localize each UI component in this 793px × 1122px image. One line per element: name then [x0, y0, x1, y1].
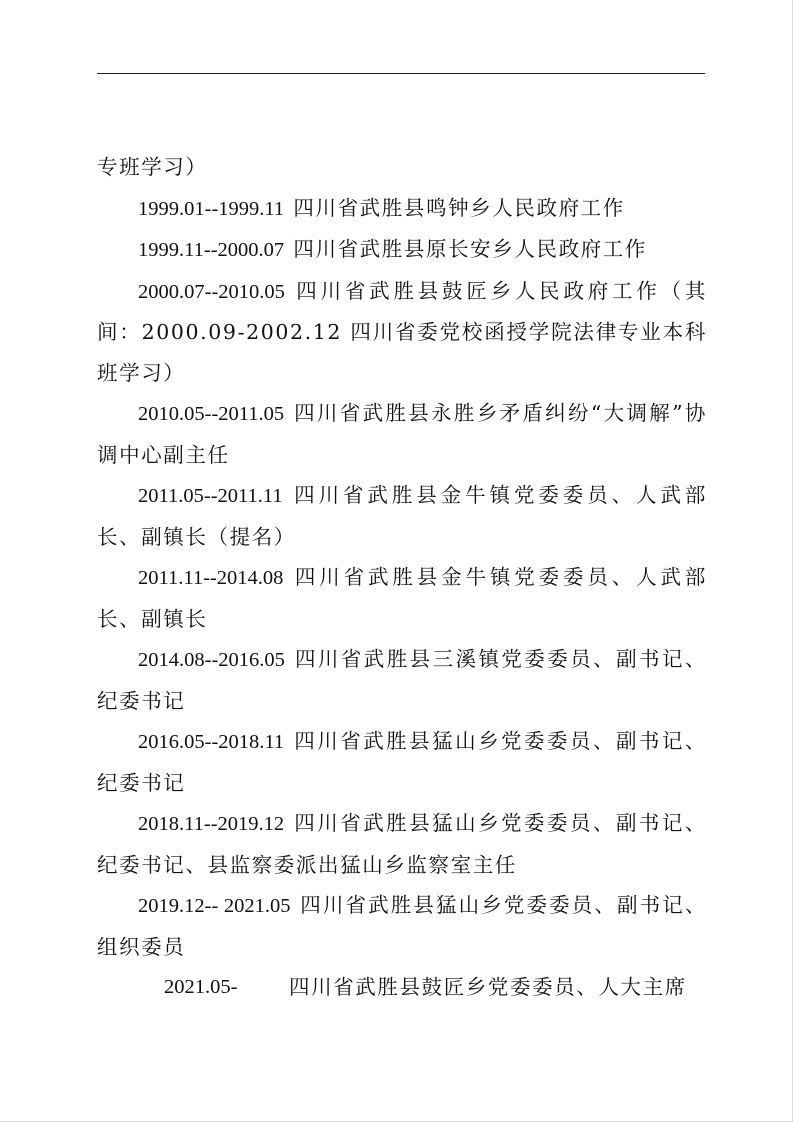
resume-entry	[97, 188, 707, 230]
continuation-text: 专班学习）	[97, 155, 208, 179]
entry-date: 2010.05--2011.05	[138, 403, 285, 425]
resume-entry	[97, 229, 707, 271]
resume-entry	[97, 885, 707, 967]
entry-text: 四川省武胜县三溪镇党委委员、副书记、纪委书记	[97, 647, 707, 713]
entry-date: 1999.11--2000.07	[138, 239, 285, 261]
entry-date: 2021.05-	[164, 976, 238, 998]
entry-text: 四川省武胜县鸣钟乡人民政府工作	[293, 195, 625, 220]
entry-date: 2011.11--2014.08	[138, 567, 284, 589]
resume-entry	[97, 271, 707, 394]
entry-text: 四川省武胜县猛山乡党委委员、副书记、纪委书记、县监察委派出猛山乡监察室主任	[97, 811, 707, 877]
entry-date: 2000.07--2010.05	[138, 280, 285, 303]
entry-text: 四川省武胜县鼓匠乡人民政府工作（其间：2000.09-2002.12 四川省委党校函授学院法律专业本科班学习）	[97, 278, 707, 385]
entry-date: 2016.05--2018.11	[138, 731, 285, 753]
resume-entry	[97, 639, 707, 721]
entry-text: 四川省武胜县原长安乡人民政府工作	[293, 237, 647, 261]
entry-date: 2018.11--2019.12	[138, 813, 285, 835]
entry-text: 四川省武胜县金牛镇党委委员、人武部长、副镇长	[97, 565, 707, 631]
entry-date: 2019.12-- 2021.05	[138, 895, 291, 917]
entry-text: 四川省武胜县鼓匠乡党委委员、人大主席	[289, 975, 687, 999]
resume-entry	[97, 557, 707, 639]
entry-text: 四川省武胜县猛山乡党委委员、副书记、纪委书记	[97, 729, 707, 795]
entry-date: 2014.08--2016.05	[138, 649, 285, 671]
header-rule	[97, 73, 705, 74]
resume-entry	[97, 393, 707, 475]
resume-entry-current	[97, 967, 707, 1008]
resume-entry	[97, 721, 707, 803]
entry-date: 2011.05--2011.11	[138, 485, 283, 507]
resume-entry	[97, 803, 707, 885]
resume-entry	[97, 475, 707, 557]
resume-body	[97, 147, 707, 1008]
entry-text: 四川省武胜县金牛镇党委委员、人武部长、副镇长（提名）	[97, 483, 707, 549]
entry-text: 四川省武胜县猛山乡党委委员、副书记、组织委员	[97, 893, 707, 959]
entry-text: 四川省武胜县永胜乡矛盾纠纷“大调解”协调中心副主任	[97, 401, 707, 467]
entry-date: 1999.01--1999.11	[138, 197, 285, 220]
